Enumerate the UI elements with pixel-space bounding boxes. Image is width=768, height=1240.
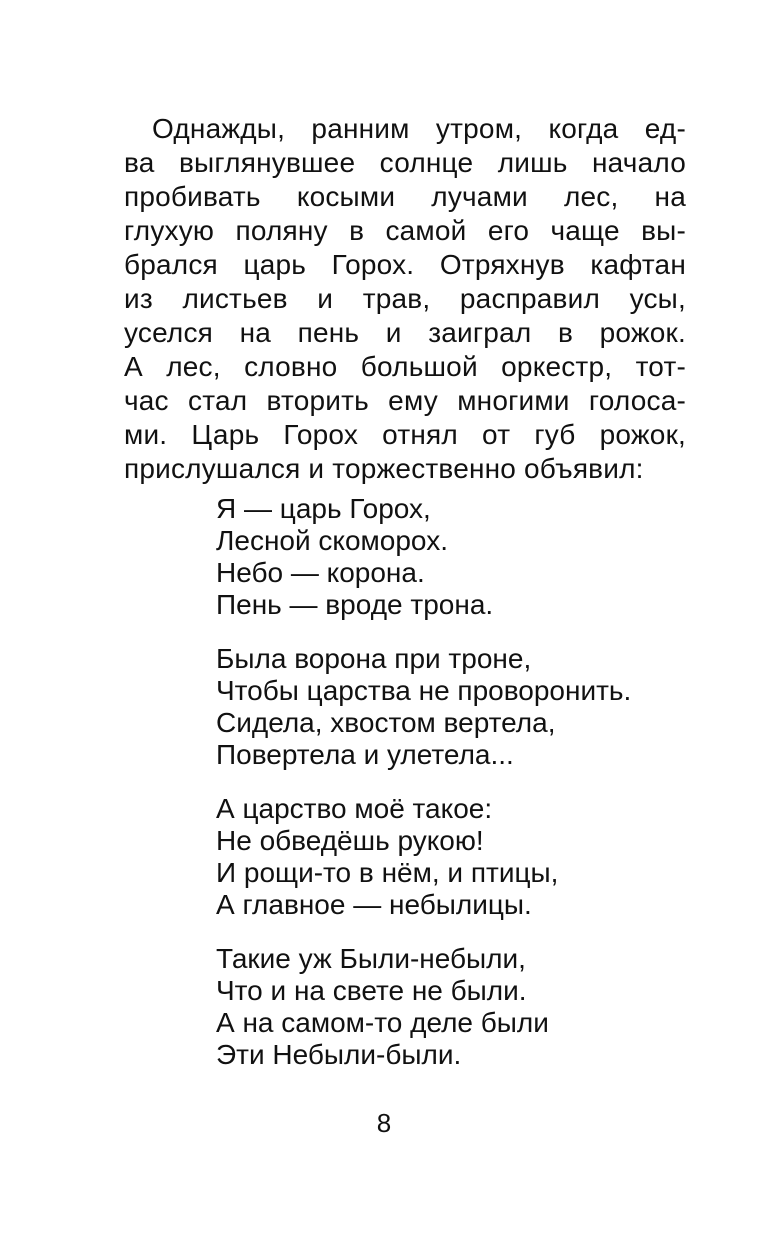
poem-line: Эти Небыли-были. (216, 1039, 462, 1070)
prose-line: Однажды, ранним утром, когда ед- (152, 113, 686, 144)
poem-line: И рощи-то в нём, и птицы, (216, 857, 559, 888)
prose-line: из листьев и трав, расправил усы, (124, 283, 686, 314)
prose-line: час стал вторить ему многими голоса- (124, 385, 686, 416)
poem-line: А царство моё такое: (216, 793, 493, 824)
prose-line: прислушался и торжественно объявил: (124, 453, 644, 484)
poem-line: Была ворона при троне, (216, 643, 532, 674)
poem (216, 493, 631, 1093)
prose-line: ми. Царь Горох отнял от губ рожок, (124, 419, 686, 450)
poem-line: Сидела, хвостом вертела, (216, 707, 556, 738)
poem-line: Небо — корона. (216, 557, 425, 588)
poem-line: Повертела и улетела... (216, 739, 514, 770)
prose-line: пробивать косыми лучами лес, на (124, 181, 686, 212)
poem-line: Лесной скоморох. (216, 525, 448, 556)
poem-line: Чтобы царства не проворонить. (216, 675, 632, 706)
poem-stanza (216, 793, 631, 921)
prose-line: уселся на пень и заиграл в рожок. (124, 317, 686, 348)
poem-stanza (216, 493, 631, 621)
poem-stanza (216, 643, 631, 771)
prose-line: А лес, словно большой оркестр, тот- (124, 351, 686, 382)
page-number: 8 (376, 1108, 392, 1138)
prose-line: брался царь Горох. Отряхнув кафтан (124, 249, 686, 280)
poem-line: А на самом-то деле были (216, 1007, 549, 1038)
poem-line: А главное — небылицы. (216, 889, 532, 920)
prose-paragraph (124, 112, 686, 486)
poem-line: Не обведёшь рукою! (216, 825, 484, 856)
poem-line: Такие уж Были-небыли, (216, 943, 526, 974)
poem-line: Пень — вроде трона. (216, 589, 494, 620)
poem-line: Что и на свете не были. (216, 975, 527, 1006)
prose-line: ва выглянувшее солнце лишь начало (124, 147, 686, 178)
prose-line: глухую поляну в самой его чаще вы- (124, 215, 686, 246)
poem-line: Я — царь Горох, (216, 493, 431, 524)
poem-stanza (216, 943, 631, 1071)
